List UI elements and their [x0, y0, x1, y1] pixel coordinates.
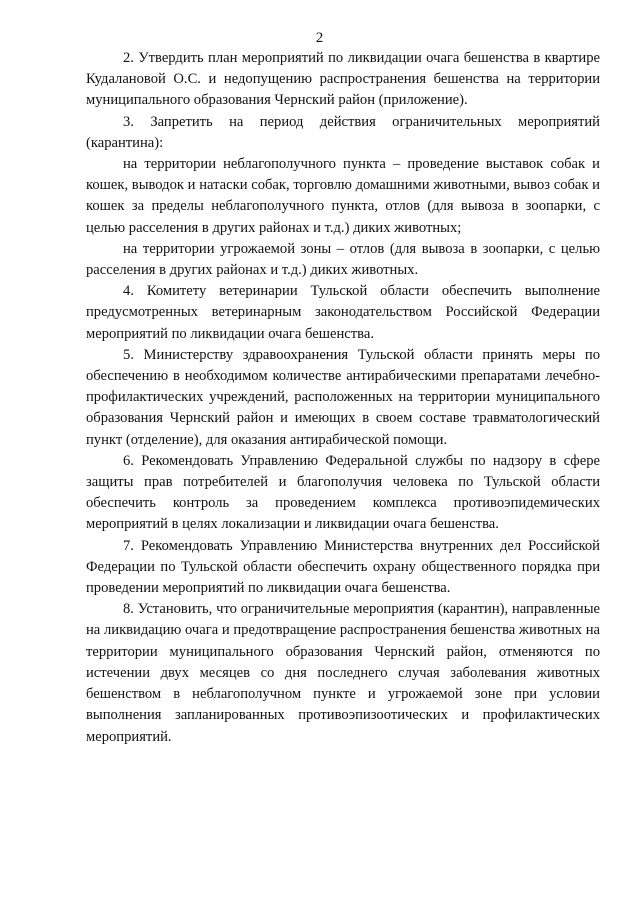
paragraph-item-7: 7. Рекомендовать Управлению Министерства внутренних дел Российской Федерации по Тульской области обеспечить охрану общественного порядка при проведении мероприятий по ликвидации очага бешенства.: [86, 537, 600, 597]
paragraph-item-8: 8. Установить, что ограничительные мероприятия (карантин), направленные на ликвидацию очага и предотвращение распространения бешенства животных на территории муниципального образования Чернский район, отменяются по истечении двух месяцев со дня последнего случая заболевания животных бешенством в неблагополучном пункте и угрожаемой зоне при условии выполнения запланированных противоэпизоотических и профилактических мероприятий.: [86, 601, 600, 745]
paragraph-item-3: 3. Запретить на период действия ограничительных мероприятий (карантина):: [86, 113, 600, 151]
document-body: [86, 48, 600, 748]
paragraph-item-2: 2. Утвердить план мероприятий по ликвидации очага бешенства в квартире Кудалановой О.С. и недопущению распространения бешенства на территории муниципального образования Чернский район (приложение).: [86, 50, 600, 109]
paragraph-item-3-subitem-1: на территории неблагополучного пункта – проведение выставок собак и кошек, выводок и натаски собак, торговлю домашними животными, вывоз собак и кошек за пределы неблагополучного пункта, отлов (для вывоза в зоопарки, с целью расселения в других районах и т.д.) диких животных;: [86, 156, 600, 236]
paragraph-item-4: 4. Комитету ветеринарии Тульской области обеспечить выполнение предусмотренных ветеринарным законодательством Российской Федерации мероприятий по ликвидации очага бешенства.: [86, 283, 600, 342]
paragraph-item-5: 5. Министерству здравоохранения Тульской области принять меры по обеспечению в необходимом количестве антирабическими препаратами лечебно-профилактических учреждений, расположенных на территории муниципального образования Чернский район и имеющих в своем составе травматологический пункт (отделение), для оказания антирабической помощи.: [86, 346, 600, 448]
page-number: 2: [315, 30, 324, 46]
paragraph-item-3-subitem-2: на территории угрожаемой зоны – отлов (для вывоза в зоопарки, с целью расселения в других районах и т.д.) диких животных.: [86, 240, 600, 279]
paragraph-item-6: 6. Рекомендовать Управлению Федеральной службы по надзору в сфере защиты прав потребителей и благополучия человека по Тульской области обеспечить контроль за проведением комплекса противоэпидемических мероприятий в целях локализации и ликвидации очага бешенства.: [86, 452, 600, 533]
